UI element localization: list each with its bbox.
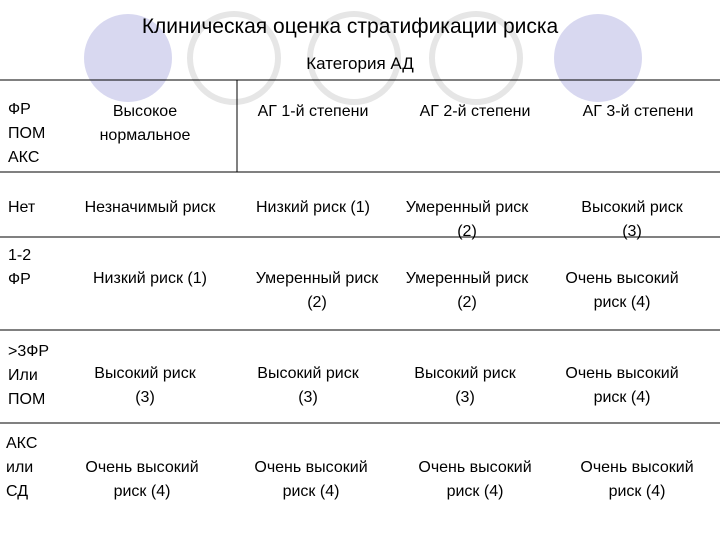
- cell-3rf-tod-ag2: Высокий риск (3): [414, 365, 516, 406]
- cell-1-2-rf-high-normal: Низкий риск (1): [93, 270, 207, 287]
- cell-none-high-normal: Незначимый риск: [84, 199, 216, 216]
- cell-acs-dm-ag1: Очень высокий риск (4): [254, 459, 368, 500]
- cell-3rf-tod-ag3: Очень высокий риск (4): [565, 365, 679, 406]
- cell-3rf-tod-high-normal: Высокий риск (3): [94, 365, 196, 406]
- cell-1-2-rf-ag1: Умеренный риск (2): [255, 270, 379, 311]
- header-ag3: АГ 3-й степени: [582, 103, 694, 120]
- row-label-none: Нет: [8, 199, 36, 216]
- cell-acs-dm-high-normal: Очень высокий риск (4): [85, 459, 199, 500]
- cell-3rf-tod-ag1: Высокий риск (3): [257, 365, 359, 406]
- cell-1-2-rf-ag2: Умеренный риск (2): [405, 270, 529, 311]
- cell-none-ag2: Умеренный риск (2): [405, 199, 529, 240]
- cell-none-ag1: Низкий риск (1): [256, 199, 370, 216]
- row-label-1-2-rf: 1-2 ФР: [8, 247, 32, 288]
- bp-category-label: Категория АД: [306, 54, 414, 73]
- cell-acs-dm-ag2: Очень высокий риск (4): [418, 459, 532, 500]
- cell-acs-dm-ag3: Очень высокий риск (4): [580, 459, 694, 500]
- header-ag2: АГ 2-й степени: [419, 103, 531, 120]
- header-ag1: АГ 1-й степени: [257, 103, 369, 120]
- cell-none-ag3: Высокий риск (3): [581, 199, 683, 240]
- cell-1-2-rf-ag3: Очень высокий риск (4): [565, 270, 679, 311]
- header-risk-factors: ФР ПОМ АКС: [8, 101, 46, 166]
- row-label-3rf-tod: >3ФР Или ПОМ: [8, 343, 50, 408]
- page-title: Клиническая оценка стратификации риска: [141, 15, 559, 38]
- header-high-normal: Высокое нормальное: [99, 103, 191, 144]
- row-label-acs-dm: АКС или СД: [6, 435, 38, 500]
